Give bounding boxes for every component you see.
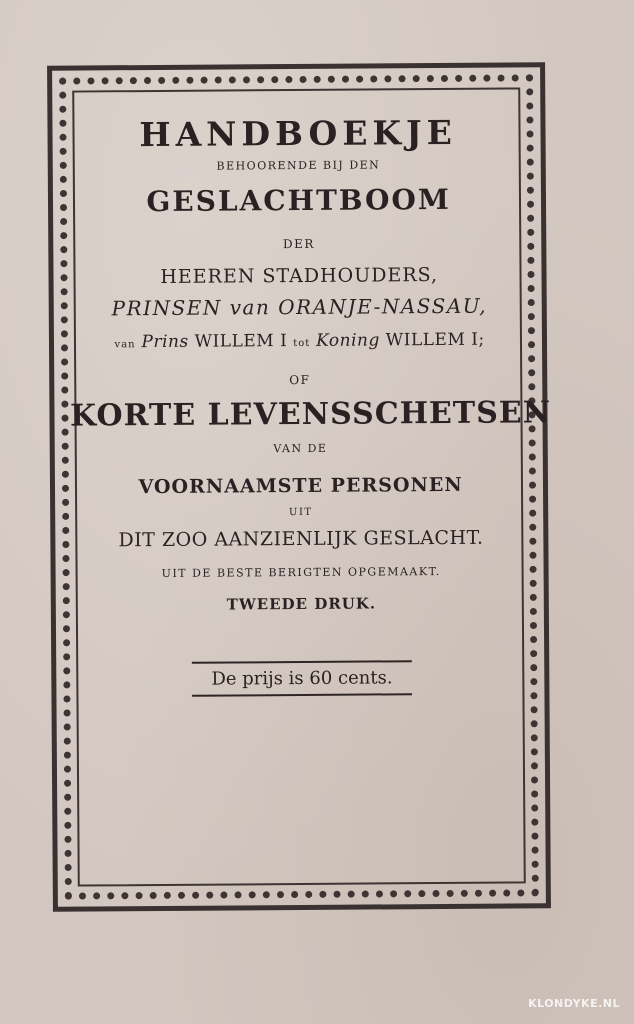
text-prins: Prins bbox=[141, 331, 189, 353]
text-uit: UIT bbox=[288, 506, 313, 519]
watermark-logo: KLONDYKE.NL bbox=[528, 997, 620, 1010]
text-der: DER bbox=[282, 236, 315, 252]
text-willem-line bbox=[70, 329, 530, 352]
text-willem-1: WILLEM I bbox=[194, 331, 288, 352]
text-of: OF bbox=[289, 372, 311, 388]
text-van: van bbox=[114, 339, 136, 351]
text-willem-2: WILLEM I; bbox=[385, 329, 485, 351]
title-geslachtboom: GESLACHTBOOM bbox=[146, 182, 451, 219]
title-page-text bbox=[68, 98, 552, 697]
main-title: HANDBOEKJE bbox=[139, 112, 457, 155]
text-dit-zoo: DIT ZOO AANZIENLIJK GESLACHT. bbox=[118, 526, 484, 552]
text-prinsen: PRINSEN van ORANJE-NASSAU, bbox=[111, 293, 488, 321]
price-label: De prijs is 60 cents. bbox=[192, 660, 412, 697]
text-tot: tot bbox=[293, 337, 311, 350]
text-stadhouders: HEEREN STADHOUDERS, bbox=[160, 264, 439, 288]
text-tweede-druk: TWEEDE DRUK. bbox=[226, 594, 377, 614]
subtitle-behoorende: BEHOORENDE BIJ DEN bbox=[216, 158, 381, 173]
text-koning: Koning bbox=[316, 330, 380, 351]
text-beste-berigten: UIT DE BESTE BERIGTEN OPGEMAAKT. bbox=[161, 565, 441, 580]
text-van-de: VAN DE bbox=[273, 441, 328, 456]
text-voornaamste: VOORNAAMSTE PERSONEN bbox=[138, 473, 463, 499]
title-korte-levensschetsen: KORTE LEVENSSCHETSEN bbox=[69, 395, 552, 434]
